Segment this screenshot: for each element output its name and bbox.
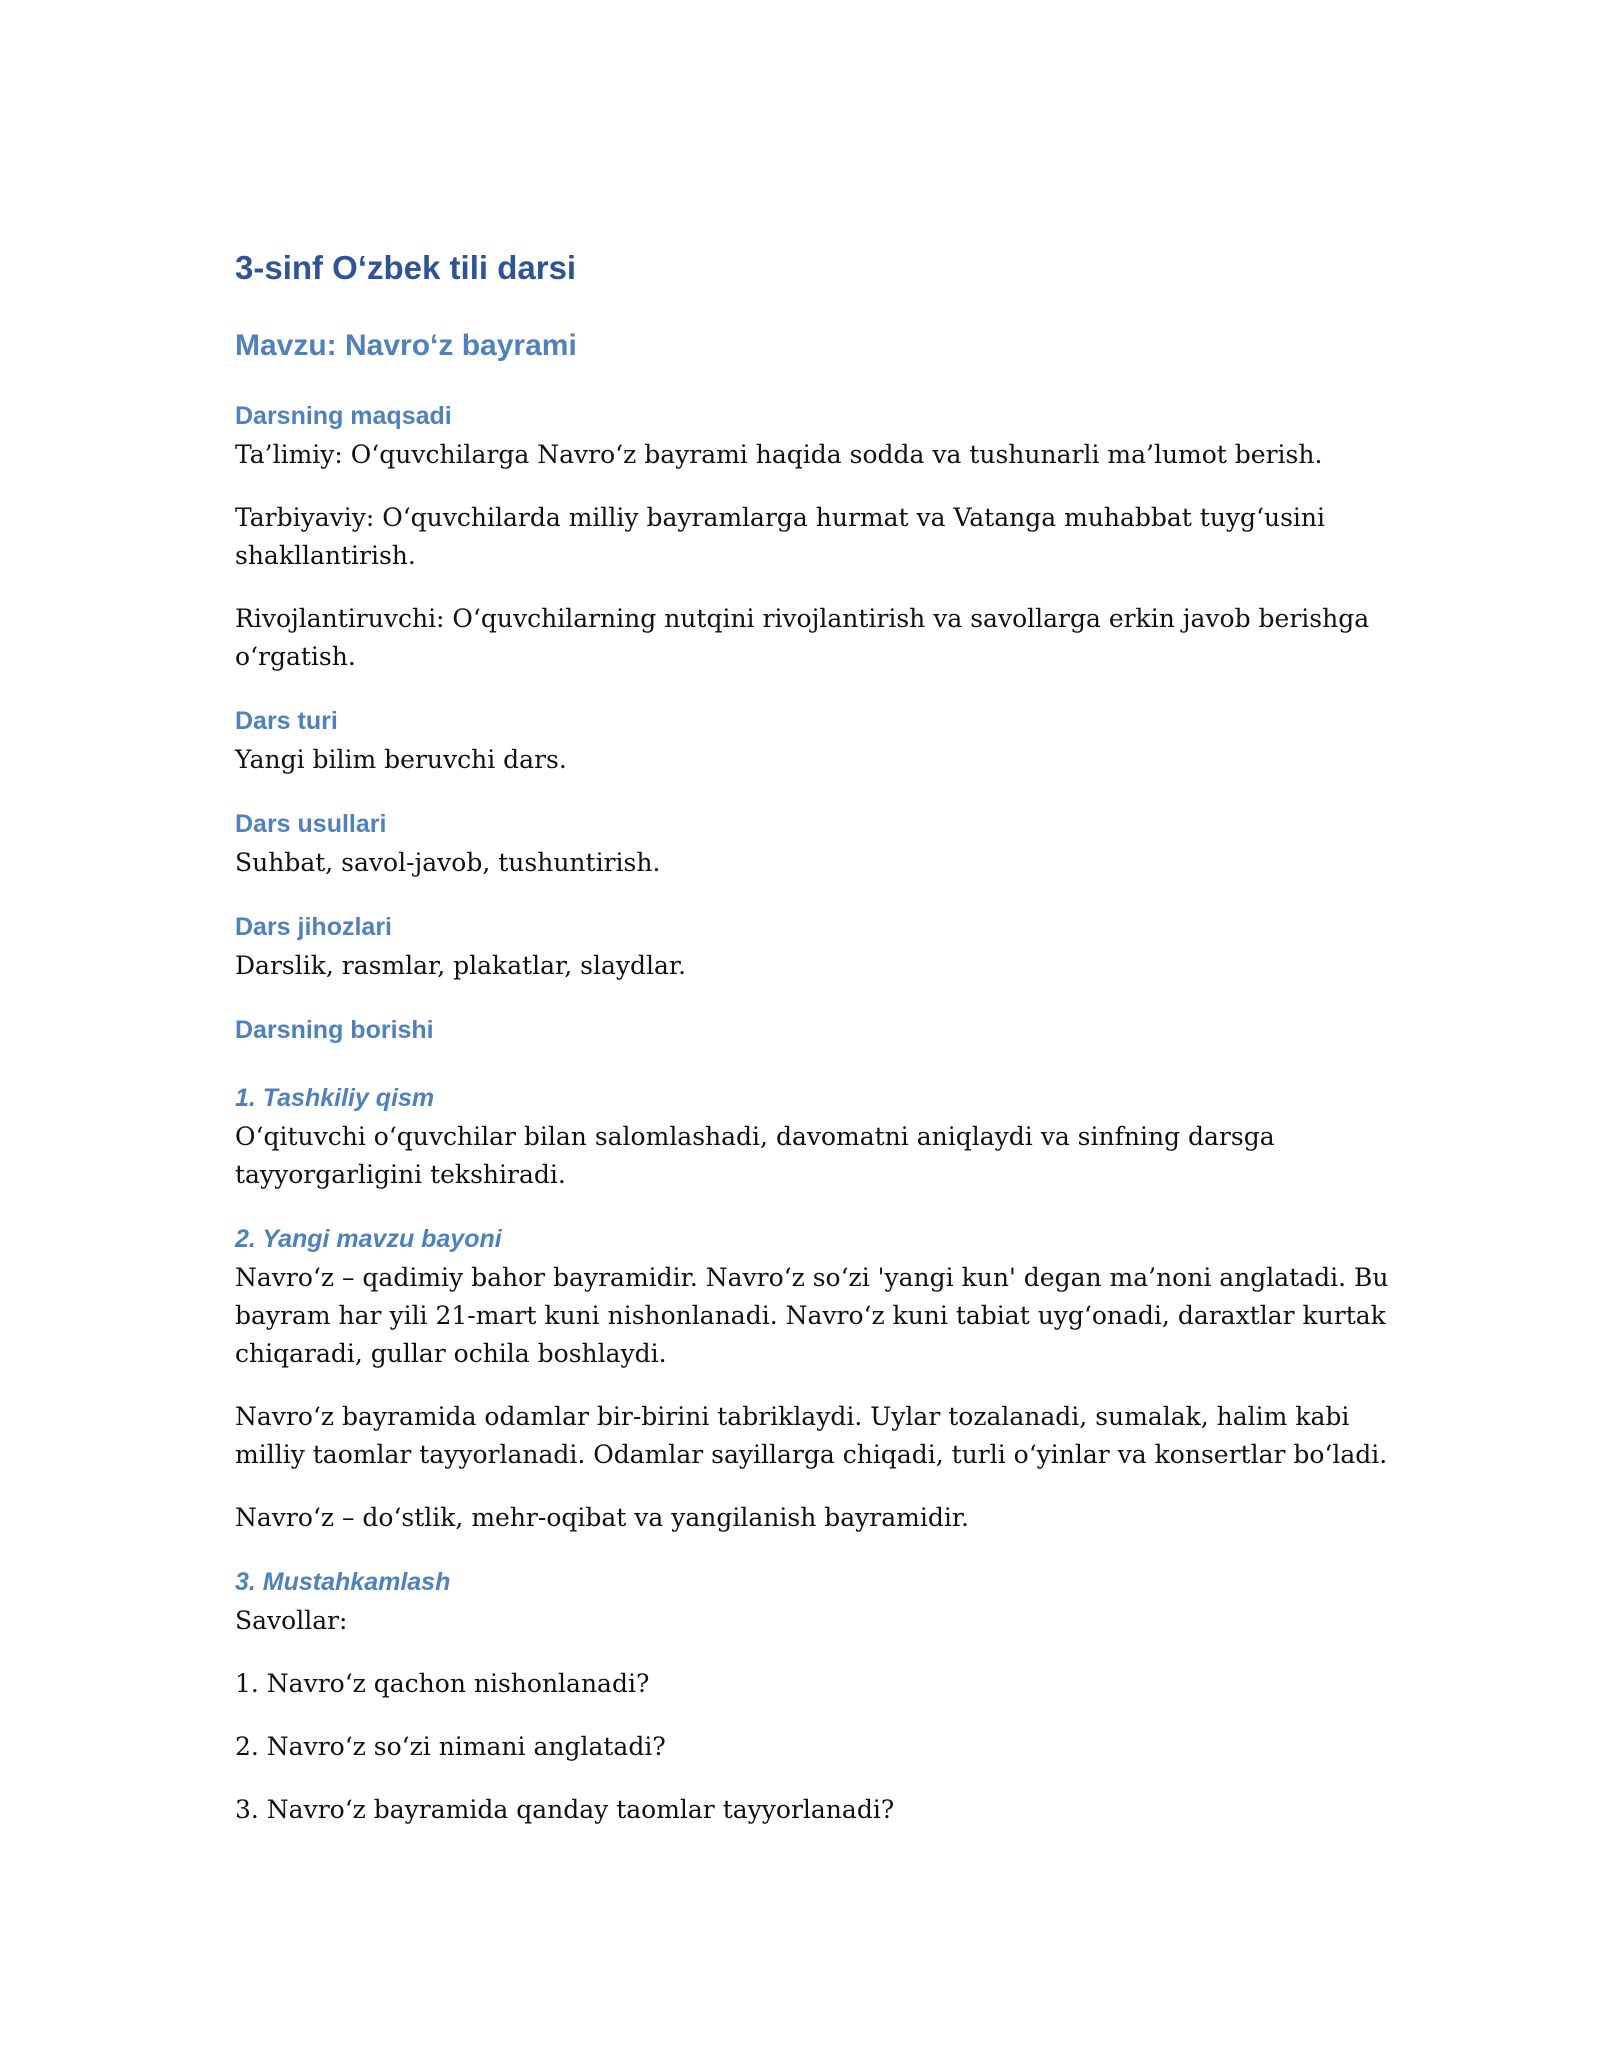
section-heading-turi: Dars turi (235, 706, 338, 735)
section-heading-usullari: Dars usullari (235, 809, 387, 838)
paragraph: Tarbiyaviy: O‘quvchilarda milliy bayramlarga hurmat va Vatanga muhabbat tuyg‘usini shakllantirish. (235, 502, 1326, 570)
paragraph: O‘qituvchi o‘quvchilar bilan salomlashadi, davomatni aniqlaydi va sinfning darsga tayyorgarligini tekshiradi. (235, 1121, 1275, 1189)
question-item: 3. Navro‘z bayramida qanday taomlar tayyorlanadi? (235, 1794, 895, 1824)
question-item: 1. Navro‘z qachon nishonlanadi? (235, 1668, 650, 1698)
paragraph: Rivojlantiruvchi: O‘quvchilarning nutqini rivojlantirish va savollarga erkin javob berishga o‘rgatish. (235, 603, 1370, 671)
paragraph: Navro‘z – qadimiy bahor bayramidir. Navro‘z so‘zi 'yangi kun' degan ma’noni anglatadi. Bu bayram har yili 21-mart kuni nishonlanadi. Navro‘z kuni tabiat uyg‘onadi, daraxtlar kurtak chiqaradi, gullar ochila boshlaydi. (235, 1262, 1389, 1368)
document-page (235, 248, 1395, 1854)
document-title: 3-sinf O‘zbek tili darsi (235, 249, 577, 286)
step-heading-1: 1. Tashkiliy qism (235, 1083, 435, 1112)
paragraph: Ta’limiy: O‘quvchilarga Navro‘z bayrami haqida sodda va tushunarli ma’lumot berish. (235, 439, 1323, 469)
paragraph: Savollar: (235, 1605, 348, 1635)
step-heading-3: 3. Mustahkamlash (235, 1567, 451, 1596)
paragraph: Darslik, rasmlar, plakatlar, slaydlar. (235, 950, 687, 980)
paragraph: Navro‘z bayramida odamlar bir-birini tabriklaydi. Uylar tozalanadi, sumalak, halim kabi milliy taomlar tayyorlanadi. Odamlar sayillarga chiqadi, turli o‘yinlar va konsertlar bo‘ladi. (235, 1401, 1388, 1469)
lesson-topic: Mavzu: Navro‘z bayrami (235, 328, 577, 362)
step-heading-2: 2. Yangi mavzu bayoni (235, 1224, 502, 1253)
section-heading-maqsad: Darsning maqsadi (235, 401, 452, 430)
section-heading-borishi: Darsning borishi (235, 1015, 434, 1044)
paragraph: Suhbat, savol-javob, tushuntirish. (235, 847, 661, 877)
section-heading-jihozlari: Dars jihozlari (235, 912, 392, 941)
paragraph: Yangi bilim beruvchi dars. (235, 744, 567, 774)
question-item: 2. Navro‘z so‘zi nimani anglatadi? (235, 1731, 666, 1761)
paragraph: Navro‘z – do‘stlik, mehr-oqibat va yangilanish bayramidir. (235, 1502, 969, 1532)
